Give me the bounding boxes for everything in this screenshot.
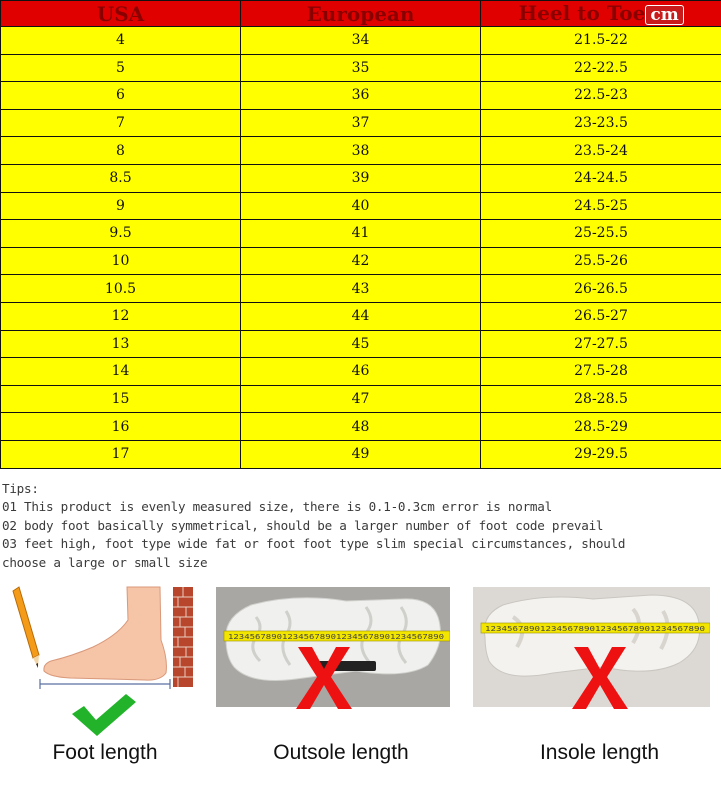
- cell-usa: 15: [1, 385, 241, 413]
- cell-european: 36: [241, 82, 481, 110]
- cell-european: 39: [241, 164, 481, 192]
- table-row: [1, 109, 721, 137]
- table-row: [1, 385, 721, 413]
- cell-european: 44: [241, 302, 481, 330]
- cell-european: 37: [241, 109, 481, 137]
- table-row: [1, 27, 721, 55]
- cell-usa: 4: [1, 27, 241, 55]
- cell-usa: 8.5: [1, 164, 241, 192]
- cell-usa: 8: [1, 137, 241, 165]
- cell-heel-to-toe: 24-24.5: [481, 164, 721, 192]
- cell-european: 41: [241, 220, 481, 248]
- cell-usa: 17: [1, 440, 241, 468]
- header-european: European: [241, 1, 481, 27]
- cell-heel-to-toe: 26.5-27: [481, 302, 721, 330]
- cell-usa: 10.5: [1, 275, 241, 303]
- cell-heel-to-toe: 25.5-26: [481, 247, 721, 275]
- cell-heel-to-toe: 27.5-28: [481, 358, 721, 386]
- cell-heel-to-toe: 28-28.5: [481, 385, 721, 413]
- header-usa: USA: [1, 1, 241, 27]
- cell-usa: 6: [1, 82, 241, 110]
- table-row: [1, 137, 721, 165]
- cell-usa: 10: [1, 247, 241, 275]
- cell-usa: 14: [1, 358, 241, 386]
- tape-digits: 1234567890123456789012345678901234567890: [485, 625, 705, 633]
- foot-measure-illustration: [10, 585, 195, 690]
- cell-heel-to-toe: 22-22.5: [481, 54, 721, 82]
- cell-heel-to-toe: 21.5-22: [481, 27, 721, 55]
- cell-european: 34: [241, 27, 481, 55]
- header-unit-badge: cm: [645, 5, 683, 25]
- table-row: [1, 440, 721, 468]
- table-row: [1, 82, 721, 110]
- insole-length-caption: Insole length: [539, 741, 660, 764]
- cell-european: 42: [241, 247, 481, 275]
- table-row: [1, 358, 721, 386]
- cell-usa: 16: [1, 413, 241, 441]
- cell-heel-to-toe: 25-25.5: [481, 220, 721, 248]
- table-row: [1, 192, 721, 220]
- cell-european: 49: [241, 440, 481, 468]
- table-row: [1, 413, 721, 441]
- foot-shape: [44, 587, 167, 680]
- cross-icon: [292, 643, 356, 711]
- table-row: [1, 302, 721, 330]
- cell-heel-to-toe: 24.5-25: [481, 192, 721, 220]
- tips-block: [2, 480, 718, 572]
- cell-european: 48: [241, 413, 481, 441]
- cell-european: 43: [241, 275, 481, 303]
- cell-usa: 7: [1, 109, 241, 137]
- cell-usa: 9.5: [1, 220, 241, 248]
- table-row: [1, 330, 721, 358]
- foot-length-caption: Foot length: [52, 741, 158, 764]
- brick-wall: [173, 587, 193, 687]
- tape-digits: 1234567890123456789012345678901234567890: [228, 633, 444, 641]
- pencil-icon: [13, 587, 39, 668]
- table-row: [1, 247, 721, 275]
- table-row: [1, 54, 721, 82]
- tips-title: Tips:: [2, 481, 39, 496]
- cell-heel-to-toe: 28.5-29: [481, 413, 721, 441]
- header-heel-to-toe: [481, 1, 721, 27]
- table-row: [1, 164, 721, 192]
- table-row: [1, 275, 721, 303]
- cell-usa: 5: [1, 54, 241, 82]
- cell-heel-to-toe: 23-23.5: [481, 109, 721, 137]
- cell-heel-to-toe: 23.5-24: [481, 137, 721, 165]
- tip-line: 02 body foot basically symmetrical, should be a larger number of foot code prevail: [2, 517, 604, 533]
- cross-icon: [568, 643, 632, 711]
- checkmark-icon: [70, 692, 138, 738]
- cell-european: 38: [241, 137, 481, 165]
- cell-european: 40: [241, 192, 481, 220]
- cell-european: 47: [241, 385, 481, 413]
- cell-heel-to-toe: 26-26.5: [481, 275, 721, 303]
- table-header-row: [1, 1, 721, 27]
- cell-european: 46: [241, 358, 481, 386]
- tip-line: 03 feet high, foot type wide fat or foot foot type slim special circumstances, should: [2, 536, 626, 552]
- outsole-length-caption: Outsole length: [273, 741, 409, 764]
- tip-line: choose a large or small size: [2, 554, 208, 570]
- cell-usa: 9: [1, 192, 241, 220]
- tip-line: 01 This product is evenly measured size, there is 0.1-0.3cm error is normal: [2, 499, 552, 515]
- table-row: [1, 220, 721, 248]
- cell-usa: 12: [1, 302, 241, 330]
- cell-heel-to-toe: 22.5-23: [481, 82, 721, 110]
- cell-heel-to-toe: 27-27.5: [481, 330, 721, 358]
- cell-european: 35: [241, 54, 481, 82]
- header-heel-label: Heel to Toe: [518, 1, 646, 25]
- cell-heel-to-toe: 29-29.5: [481, 440, 721, 468]
- cell-usa: 13: [1, 330, 241, 358]
- cell-european: 45: [241, 330, 481, 358]
